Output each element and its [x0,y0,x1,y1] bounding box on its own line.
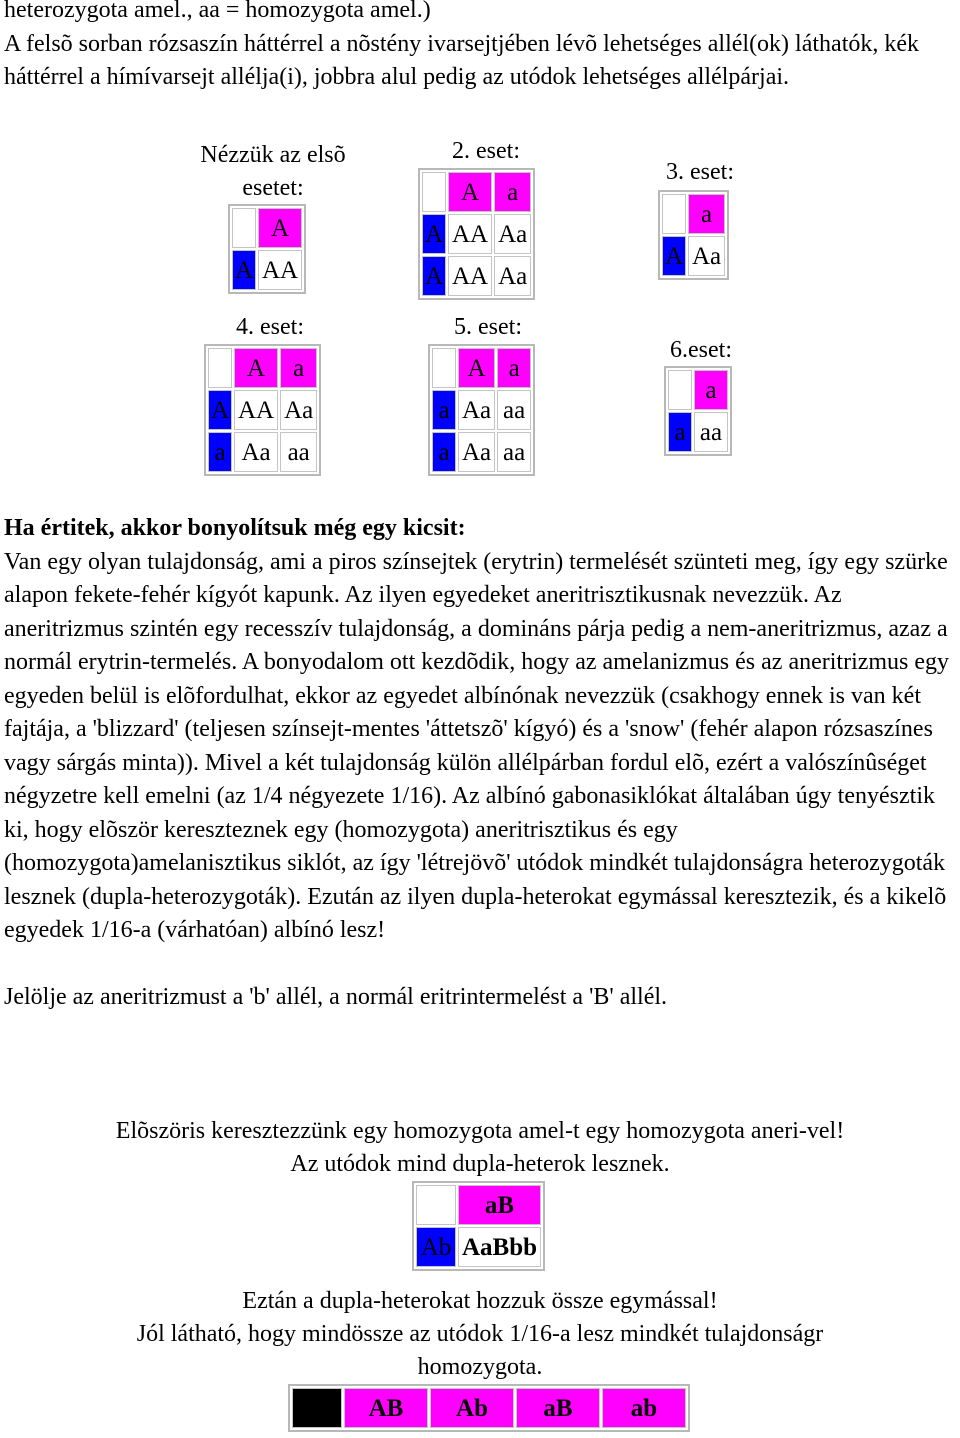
male-gamete: Ab [416,1227,456,1267]
punnett-case4 [204,344,321,476]
offspring-cell: aa [497,432,531,472]
male-allele: A [232,250,256,290]
offspring-cell: AA [234,390,278,430]
cross2-line3: homozygota. [417,1354,543,1380]
offspring-cell: Aa [458,390,495,430]
corner-cell [416,1185,456,1225]
offspring-cell: AA [448,256,492,296]
male-allele: a [668,412,692,452]
corner-cell [232,208,256,248]
female-allele: a [280,348,317,388]
case2-label: 2. eset: [452,138,520,164]
offspring-cell: Aa [458,432,495,472]
female-gamete: ab [602,1388,686,1428]
intro-line: heterozygota amel., aa = homozygota amel.) [4,0,431,23]
offspring-cell: AaBbb [458,1227,541,1267]
corner-cell [662,194,686,234]
case3-label: 3. eset: [666,159,734,185]
case4-label: 4. eset: [236,314,304,340]
punnett-case3 [658,190,729,280]
intro-paragraph: A felsõ sorban rózsaszín háttérrel a nõstény ivarsejtjében lévõ lehetséges allél(ok) láthatók, kék háttérrel a hímívarsejt allélja(i), jobbra alul pedig az utódok lehetséges allélpárjai. [4,30,920,90]
offspring-cell: AA [448,214,492,254]
intro-text [4,0,956,95]
offspring-cell: aa [280,432,317,472]
case6-label: 6.eset: [670,337,732,363]
male-allele: A [208,390,232,430]
punnett-case2 [418,168,535,300]
case5-label: 5. eset: [454,314,522,340]
punnett-case6 [664,366,732,456]
punnett-dihybrid-f1 [412,1181,545,1271]
case1-label-line2: esetet: [242,175,304,201]
male-allele: a [208,432,232,472]
female-allele: A [448,172,492,212]
offspring-cell: aa [497,390,531,430]
female-allele: a [688,194,725,234]
offspring-cell: Aa [688,236,725,276]
cross1-line1: Elõszöris keresztezzünk egy homozygota amel-t egy homozygota aneri-vel! [115,1118,845,1144]
offspring-cell: Aa [494,214,531,254]
body-paragraph: Van egy olyan tulajdonság, ami a piros színsejtek (erytrin) termelését szünteti meg, így egy szürke alapon fekete-fehér kígyót kapunk. Az ilyen egyedeket aneritrisztikusnak nevezzük. Az aneritrizmus szintén egy recesszív tulajdonság, a domináns párja pedig a nem-aneritrizmus, azaz a normál erytrin-termelés. A bonyodalom ott kezdõdik, hogy az amelanizmus és az aneritrizmus egy egyeden belül is elõfordulhat, ekkor az egyedet albínónak nevezzük (csakhogy ennek is van két fajtája, a 'blizzard' (teljesen színsejt-mentes 'áttetszõ' kígyó) és a 'snow' (fehér alapon rózsaszínes vagy sárgás minta)). Mivel a két tulajdonság külön allélpárban fordul elõ, ezért a valószínûséget négyzetre kell emelni (az 1/4 négyezete 1/16). Az albínó gabonasiklókat általában úgy tenyésztik ki, hogy elõször kereszteznek egy (homozygota) aneritrisztikus és egy (homozygota)amelanisztikus siklót, az így 'létrejövõ' utódok mindkét tulajdonságra heterozygoták lesznek (dupla-heterozygoták). Ezután az ilyen dupla-heterokat egymással keresztezik, és a kikelõ egyedek 1/16-a (várhatóan) albínó lesz! [4,548,950,943]
female-gamete: aB [516,1388,600,1428]
corner-cell [432,348,456,388]
main-text [4,512,956,1014]
punnett-case1 [228,204,306,294]
female-allele: a [694,370,728,410]
cross2-line2: Jól látható, hogy mindössze az utódok 1/16-a lesz mindkét tulajdonságr [136,1321,824,1347]
male-allele: a [432,432,456,472]
offspring-cell: aa [694,412,728,452]
female-allele: A [234,348,278,388]
notation-paragraph: Jelölje az aneritrizmust a 'b' allél, a normál eritrintermelést a 'B' allél. [4,983,668,1010]
corner-cell [292,1388,342,1428]
male-allele: A [422,214,446,254]
female-allele: A [258,208,302,248]
punnett-case5 [428,344,535,476]
female-allele: a [494,172,531,212]
corner-cell [208,348,232,388]
male-allele: a [432,390,456,430]
corner-cell [668,370,692,410]
case1-label [168,139,378,205]
female-gamete: Ab [430,1388,514,1428]
offspring-cell: AA [258,250,302,290]
female-gamete: AB [344,1388,428,1428]
offspring-cell: Aa [494,256,531,296]
corner-cell [422,172,446,212]
male-allele: A [662,236,686,276]
punnett-dihybrid-f2 [288,1384,690,1432]
offspring-cell: Aa [280,390,317,430]
female-allele: a [497,348,531,388]
female-allele: A [458,348,495,388]
offspring-cell: Aa [234,432,278,472]
male-allele: A [422,256,446,296]
cross2-line1: Eztán a dupla-heterokat hozzuk össze egymással! [242,1288,718,1314]
female-gamete: aB [458,1185,541,1225]
section-heading: Ha értitek, akkor bonyolítsuk még egy kicsit: [4,515,466,541]
case1-label-line1: Nézzük az elsõ [200,142,346,168]
cross1-line2: Az utódok mind dupla-heterok lesznek. [290,1151,670,1177]
